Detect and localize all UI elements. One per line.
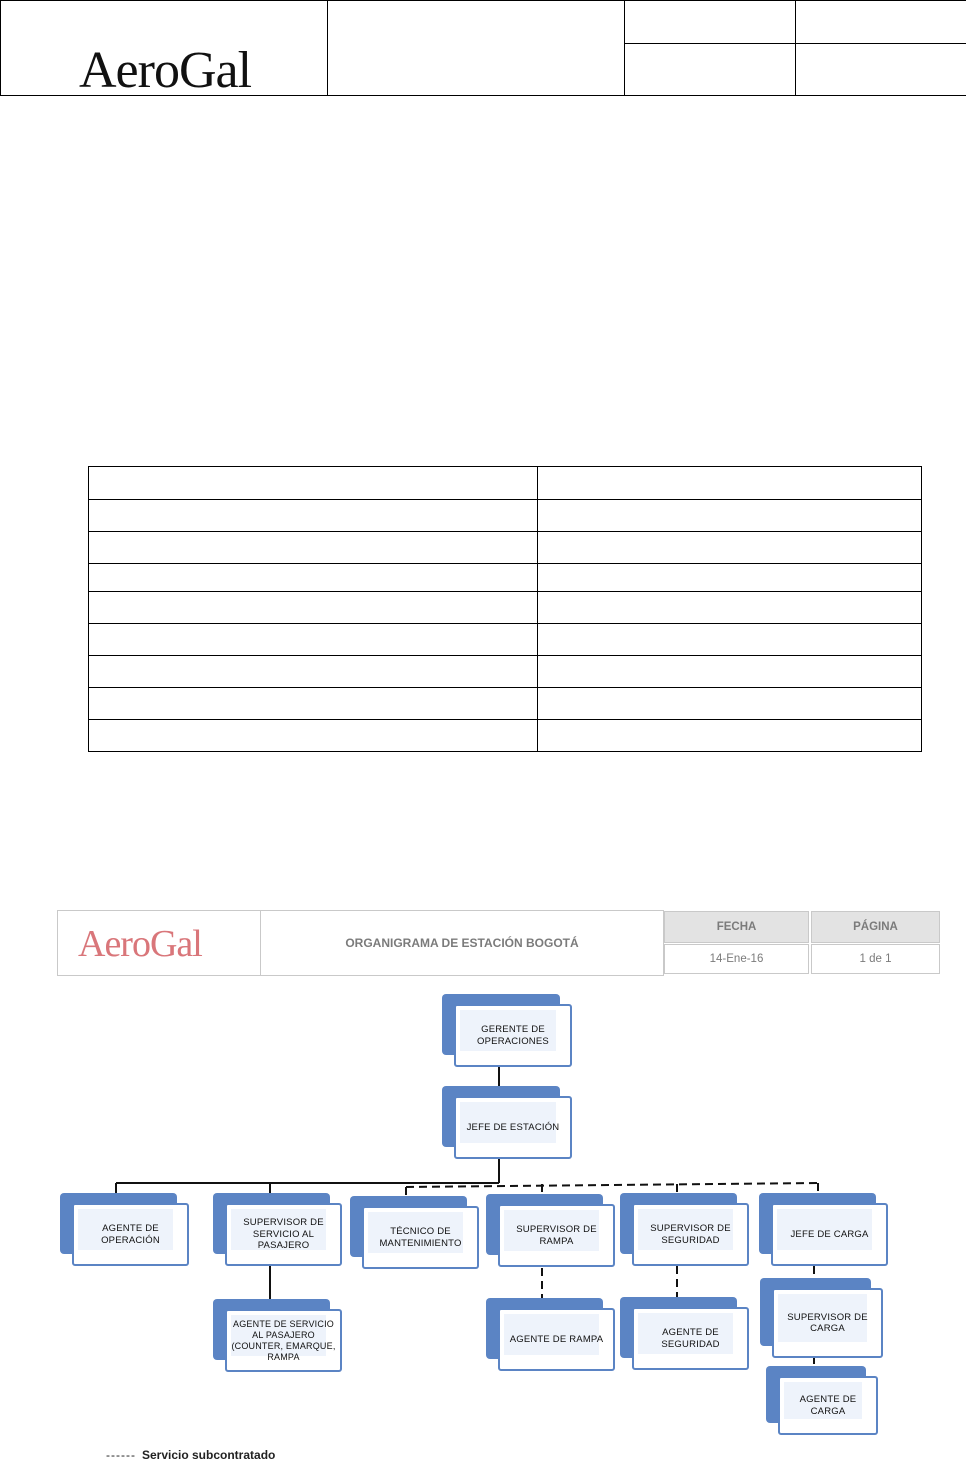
node-supervisor-seguridad bbox=[620, 1193, 749, 1266]
aerogal-logo-pink: AeroGal bbox=[78, 923, 202, 965]
node-label: GERENTE DE OPERACIONES bbox=[477, 1024, 549, 1047]
node-label: AGENTE DE SEGURIDAD bbox=[661, 1327, 720, 1350]
node-supervisor-rampa bbox=[486, 1194, 615, 1267]
node-label: SUPERVISOR DE RAMPA bbox=[516, 1224, 597, 1247]
node-label: SUPERVISOR DE CARGA bbox=[787, 1311, 868, 1334]
node-tecnico-mantenimiento bbox=[350, 1196, 479, 1269]
node-label: SUPERVISOR DE SERVICIO AL PASAJERO bbox=[243, 1217, 324, 1252]
legend-dash: ------ bbox=[106, 1448, 136, 1462]
node-agente-seguridad bbox=[620, 1297, 749, 1370]
node-label: AGENTE DE RAMPA bbox=[509, 1333, 604, 1345]
fecha-label: FECHA bbox=[664, 911, 809, 943]
node-gerente-operaciones bbox=[442, 994, 572, 1067]
node-agente-operacion bbox=[60, 1193, 189, 1266]
legend-text: Servicio subcontratado bbox=[141, 1448, 276, 1462]
node-agente-rampa bbox=[486, 1298, 615, 1371]
node-jefe-carga bbox=[759, 1193, 888, 1266]
pagina-label: PÁGINA bbox=[811, 911, 940, 943]
node-label: SUPERVISOR DE SEGURIDAD bbox=[650, 1223, 731, 1246]
node-label: AGENTE DE SERVICIO AL PASAJERO (COUNTER, EMARQUE, RAMPA bbox=[231, 1318, 336, 1362]
node-supervisor-carga bbox=[760, 1278, 883, 1358]
node-label: JEFE DE ESTACIÓN bbox=[466, 1121, 560, 1133]
node-label: JEFE DE CARGA bbox=[790, 1228, 869, 1240]
org-chart-title: ORGANIGRAMA DE ESTACIÓN BOGOTÁ bbox=[260, 910, 664, 976]
legend-subcontracted bbox=[106, 1448, 275, 1462]
node-jefe-estacion bbox=[442, 1086, 572, 1159]
node-label: TÉCNICO DE MANTENIMIENTO bbox=[379, 1226, 462, 1249]
node-agente-servicio-pasajero bbox=[213, 1299, 342, 1372]
node-agente-carga bbox=[766, 1366, 878, 1435]
aerogal-logo: AeroGal bbox=[79, 42, 252, 99]
node-label: AGENTE DE OPERACIÓN bbox=[101, 1223, 160, 1246]
fecha-value: 14-Ene-16 bbox=[664, 944, 809, 974]
node-supervisor-servicio-pasajero bbox=[213, 1193, 342, 1266]
pagina-value: 1 de 1 bbox=[811, 944, 940, 974]
node-label: AGENTE DE CARGA bbox=[799, 1394, 857, 1417]
